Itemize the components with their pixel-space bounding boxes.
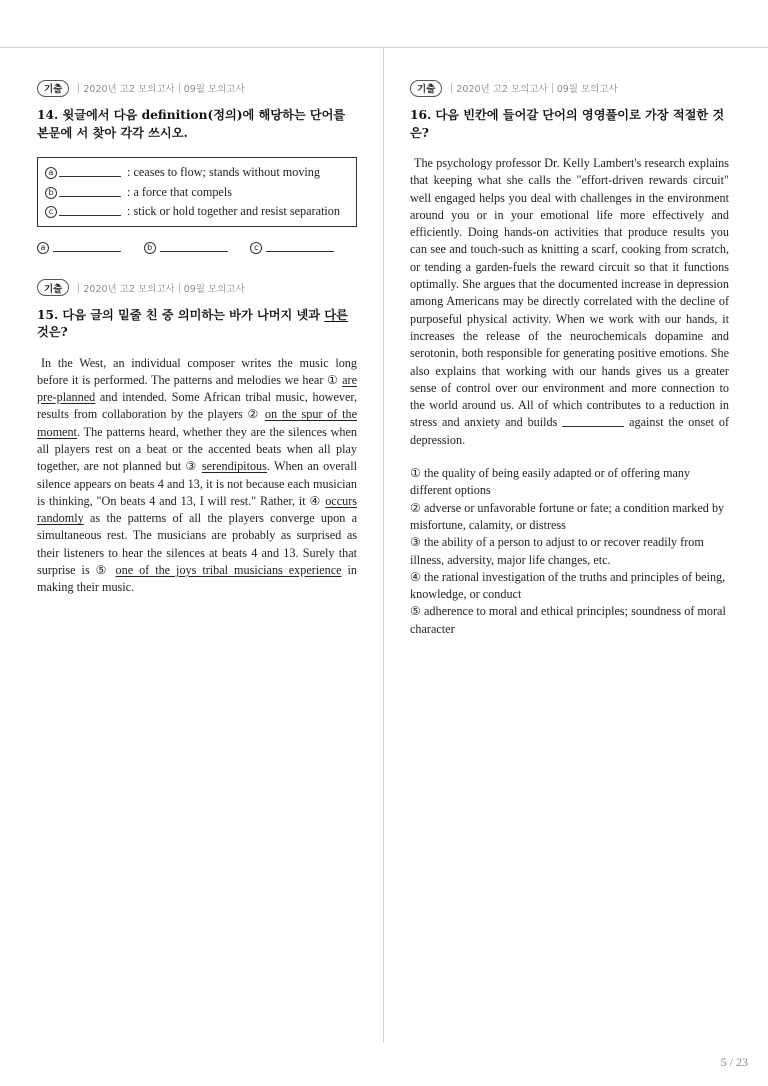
blank-line	[59, 166, 121, 177]
underlined-phrase-2: on the spur of the moment	[37, 407, 358, 439]
q16-year: 2020년 고2 모의고사	[456, 84, 548, 95]
q15-title	[37, 307, 357, 342]
answer-line[interactable]	[160, 243, 228, 252]
q16-tag: 기출	[410, 80, 442, 97]
answer-c[interactable]	[250, 242, 357, 254]
meta-separator	[78, 83, 79, 93]
circle-mark: a	[45, 167, 57, 179]
underlined-phrase-5: one of the joys tribal musicians experience	[115, 563, 342, 578]
q16-meta	[410, 78, 729, 98]
page-number: 5 / 23	[720, 1055, 748, 1069]
left-column	[37, 78, 357, 597]
circle-mark: a	[37, 242, 49, 254]
option-4[interactable]: ④ the rational investigation of the truths and principles of being, knowledge, or conduct	[410, 569, 726, 602]
answer-b[interactable]	[144, 242, 251, 254]
answer-a[interactable]	[37, 242, 144, 254]
passage-text: . The patterns heard, whether they are the silences when all players rest on a beat or the accented beats when all play together, are not planned but ③	[37, 424, 357, 474]
q16-title: 16. 다음 빈칸에 들어갈 단어의 영영풀이로 가장 적절한 것은?	[410, 108, 725, 140]
underlined-phrase-3: serendipitous	[201, 459, 267, 474]
blank-line	[59, 205, 121, 216]
title-text: 15. 다음 글의 밑줄 친 중 의미하는 바가 나머지 넷과	[37, 307, 325, 322]
option-3[interactable]: ③ the ability of a person to adjust to or recover readily from illness, adversity, major life changes, etc.	[410, 535, 704, 567]
answer-line[interactable]	[266, 243, 334, 252]
q16-passage	[410, 155, 729, 449]
passage-text: in making their music.	[37, 563, 357, 595]
title-underlined: 다른	[324, 307, 348, 322]
passage-text: In the West, an individual composer writes the music long before it is performed. The patterns and melodies we hear ①	[37, 355, 357, 387]
passage-text: The psychology professor Dr. Kelly Lambert's research explains that keeping what she calls the "effort-driven rewards circuit" well engaged helps you deal with challenges in the environment around you or in your emotional life more effectively and efficiently. Doing hands-on activities that produce results you can see and touch-such as knitting a scarf, cooking from scratch, or tending a garden-fuels the reward circuit so that it functions optimally. She argues that the documented increase in depression among Americans may be directly correlated with the decline of purposeful physical activity. When we work with our hands, it increases the release of the neurochemicals dopamine and serotonin, both responsible for generating positive emotions. She also explains that working with our hands gives us a greater sense of control over our environment and more connection to the world around us. All of which contributes to a reduction in stress and anxiety and builds	[410, 156, 729, 430]
q14-definition-box	[37, 157, 357, 227]
q14-def-b	[45, 183, 349, 203]
def-text: : stick or hold together and resist separation	[127, 204, 340, 218]
meta-separator	[552, 83, 553, 93]
meta-separator	[179, 283, 180, 293]
q14-title: 14. 윗글에서 다음 definition(정의)에 해당하는 단어를 본문에 서 찾아 각각 쓰시오.	[37, 108, 346, 140]
q15-passage	[37, 355, 357, 597]
meta-separator	[451, 83, 452, 93]
q15-year: 2020년 고2 모의고사	[83, 283, 175, 295]
circle-mark: c	[45, 206, 57, 218]
underlined-phrase-4: occurs randomly	[37, 493, 357, 526]
circle-mark: b	[144, 242, 156, 254]
q14-tag: 기출	[37, 80, 69, 97]
title-text: 것은?	[37, 325, 68, 339]
q14-meta	[37, 78, 357, 98]
passage-text: against the onset of depression.	[410, 415, 729, 447]
q15-meta	[37, 278, 357, 298]
option-1[interactable]: ① the quality of being easily adapted or of offering many different options	[410, 466, 691, 498]
circle-mark: c	[250, 242, 262, 254]
passage-text: as the patterns of all the players converge upon a simultaneous rest. The musicians are probably as surprised as their listeners to hear the silences at beats 4 and 13. Surely that surprise is ⑤	[37, 511, 357, 578]
q14-def-c	[45, 202, 349, 222]
q14-month: 09월 모의고사	[183, 84, 245, 95]
def-text: : ceases to flow; stands without moving	[127, 165, 320, 179]
blank-line	[59, 186, 121, 197]
def-text: : a force that compels	[127, 184, 232, 199]
right-column	[410, 78, 729, 638]
q15-tag: 기출	[37, 279, 69, 296]
answer-line[interactable]	[53, 243, 121, 252]
header-divider	[0, 47, 768, 48]
q15-month: 09월 모의고사	[183, 283, 245, 295]
passage-text: . When an overall silence appears on beats 4 and 13, it is not because each musician is thinking, "On beats 4 and 13, I will rest." Rather, it ④	[37, 459, 357, 508]
q14-year: 2020년 고2 모의고사	[83, 84, 175, 95]
underlined-phrase-1: are pre-planned	[37, 372, 357, 405]
option-2[interactable]: ② adverse or unfavorable fortune or fate; a condition marked by misfortune, calamity, or distress	[410, 500, 725, 532]
meta-separator	[179, 83, 180, 93]
meta-separator	[78, 283, 79, 293]
q16-options	[410, 465, 729, 638]
q16-month: 09월 모의고사	[556, 84, 618, 95]
passage-text: and intended. Some African tribal music, however, results from collaboration by the players ②	[37, 390, 357, 422]
option-5[interactable]: ⑤ adherence to moral and ethical principles; soundness of moral character	[410, 604, 726, 636]
blank-line	[562, 416, 624, 427]
circle-mark: b	[45, 187, 57, 199]
q14-def-a	[45, 163, 349, 183]
column-divider	[383, 48, 384, 1043]
q14-answer-lines	[37, 242, 357, 254]
